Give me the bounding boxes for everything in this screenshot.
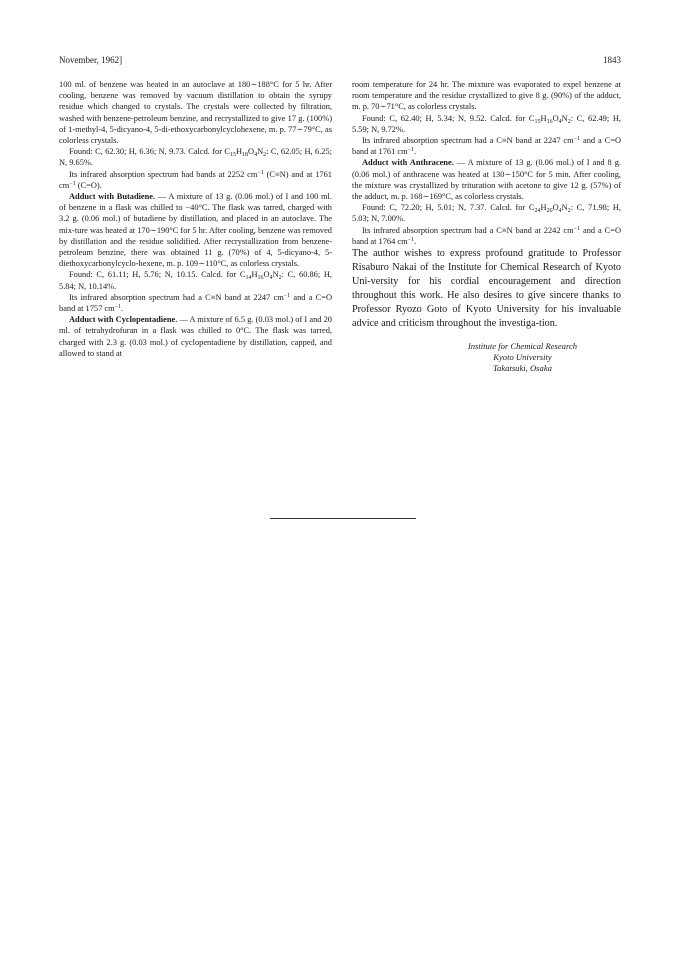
- analysis-paragraph: Found: C, 62.40; H, 5.34; N, 9.52. Calcd. for $C_{15}H_{16}O_4N_2$: C, 62.49; H, 5.59; N, 9.72%.: [352, 113, 621, 134]
- left-column: [59, 79, 332, 359]
- page-number: 1843: [603, 55, 621, 65]
- affiliation-city: Takatsuki, Osaka: [493, 363, 552, 374]
- end-divider: [270, 518, 416, 519]
- paragraph: Adduct with Butadiene. — A mixture of 13 g. (0.06 mol.) of I and 100 ml. of benzene in a flask was chilled to −40°C. The flask was tarred, charged with 3.2 g. (0.06 mol.) of butadiene by distillation, and placed in an autoclave. The mix-ture was heated at 170∼190°C for 5 hr. After cooling, benzene was removed by distillation and the residue solidified. After recrystallization from benzene-petroleum benzine, there was obtained 11 g. (70%) of 4, 5-dicyano-4, 5-diethoxycarbonylcyclo-hexene, m. p. 109∼110°C, as colorless crystals.: [59, 192, 332, 269]
- right-column: [352, 79, 621, 375]
- paragraph: Adduct with Cyclopentadiene. — A mixture of 6.5 g. (0.03 mol.) of I and 20 ml. of tetrahydrofuran in a flask was chilled to 0°C. The flask was tarred, charged with 2.3 g. (0.03 mol.) of cyclopentadiene by distillation, capped, and allowed to stand at: [59, 315, 332, 358]
- ir-paragraph: Its infrared absorption spectrum had a C≡N band at 2247 $cm^{-1}$ and a C=O band at 1757 $cm^{-1}$.: [59, 292, 333, 314]
- issue-date: November, 1962]: [59, 55, 123, 65]
- paragraph: Adduct with Anthracene. — A mixture of 13 g. (0.06 mol.) of I and 8 g. (0.06 mol.) of anthracene was heated at 130∼150°C for 5 min. After cooling, the mixture was crystallized by trituration with acetone to give 12 g. (57%) of the adduct, m. p. 168∼169°C, as colorless crystals.: [352, 158, 621, 202]
- section-heading: Adduct with Anthracene.: [362, 158, 454, 168]
- paragraph: 100 ml. of benzene was heated in an autoclave at 180∼188°C for 5 hr. After cooling, benzene was removed by vacuum distillation to obtain the syrupy residue which changed to crystals. The crystals were collected by filtration, washed with benzene-petroleum benzine, and recrystallized to give 17 g. (100%) of 1-methyl-4, 5-dicyano-4, 5-di-ethoxycarbonylcyclohexene, m. p. 77∼79°C, as colorless crystals.: [59, 80, 332, 146]
- affiliation-institute: Institute for Chemical Research: [467, 341, 578, 352]
- analysis-paragraph: Found: C, 62.30; H, 6.36; N, 9.73. Calcd. for $C_{15}H_{18}O_4N_2$: C, 62.05; H, 6.25; N, 9.65%.: [59, 147, 332, 168]
- acknowledgment: The author wishes to express profound gratitude to Professor Risaburo Nakai of the Institute for Chemical Research of Kyoto Uni-versity for his cordial encouragement and direction throughout this work. He also desires to give sincere thanks to Professor Ryozo Goto of Kyoto University for his invaluable advice and criticism throughout the investiga-tion.: [352, 248, 621, 330]
- analysis-paragraph: Found: C, 72.20; H, 5.01; N, 7.37. Calcd. for $C_{24}H_{20}O_4N_2$: C, 71.98; H, 5.03; N, 7.00%.: [352, 203, 621, 224]
- section-heading: Adduct with Butadiene.: [69, 192, 156, 202]
- affiliation: [352, 341, 621, 375]
- affiliation-university: Kyoto University: [493, 352, 552, 363]
- section-heading: Adduct with Cyclopentadiene.: [69, 315, 178, 325]
- ir-paragraph: Its infrared absorption spectrum had a C≡N band at 2242 $cm^{-1}$ and a C=O band at 1764 $cm^{-1}$.: [352, 225, 622, 246]
- paragraph: room temperature for 24 hr. The mixture was evaporated to expel benzene at room temperature and the residue crystallized to give 8 g. (90%) of the adduct, m. p. 70∼71°C, as colorless crystals.: [352, 80, 621, 112]
- page-header: [59, 55, 621, 69]
- analysis-paragraph: Found: C, 61.11; H, 5.76; N, 10.15. Calcd. for $C_{14}H_{16}O_4N_2$: C, 60.86; H, 5.84; N, 10.14%.: [59, 270, 332, 291]
- ir-paragraph: Its infrared absorption spectrum had bands at 2252 $cm^{-1}$ (C≡N) and at 1761 $cm^{-1}$ (C=O).: [59, 169, 332, 190]
- ir-paragraph: Its infrared absorption spectrum had a C≡N band at 2247 $cm^{-1}$ and a C=O band at 1761 $cm^{-1}$.: [352, 136, 622, 157]
